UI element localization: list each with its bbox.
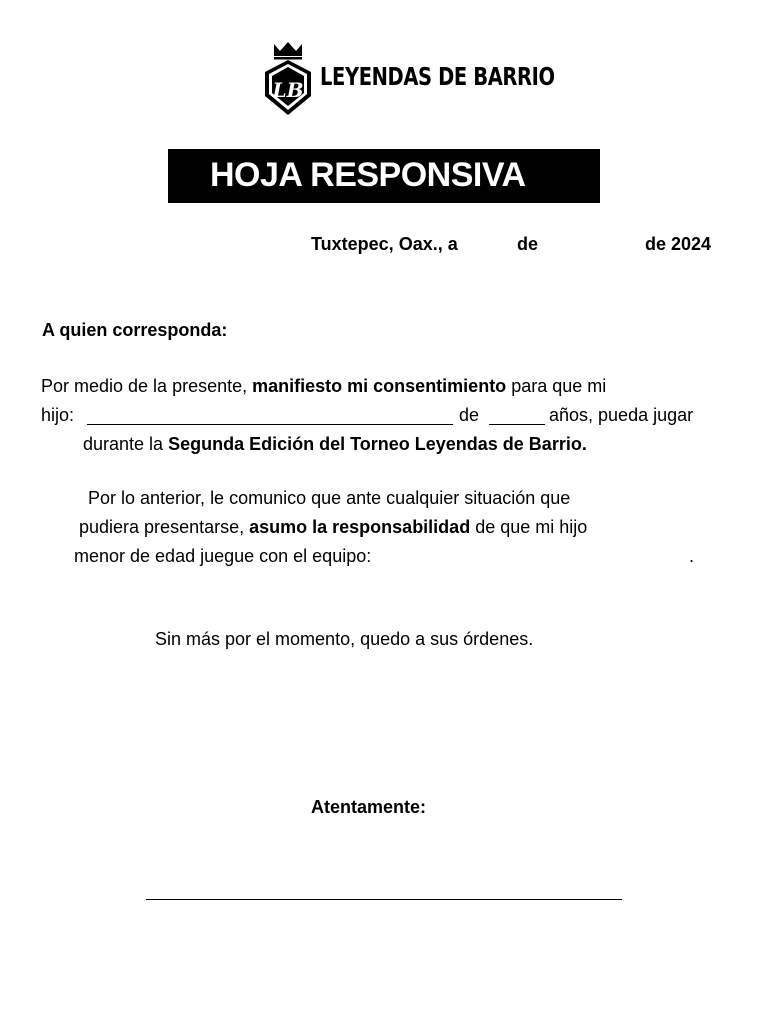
brand-logo: [262, 40, 555, 118]
p2-line3: menor de edad juegue con el equipo:: [74, 546, 372, 566]
p2-period: .: [689, 546, 695, 566]
child-age-blank[interactable]: [489, 424, 545, 425]
p1-intro: Por medio de la presente,: [41, 376, 248, 396]
p2-end: de que mi hijo: [475, 517, 588, 537]
p1-consent-bold: manifiesto mi consentimiento: [252, 376, 507, 396]
date-year: de 2024: [645, 234, 712, 254]
p2-start: pudiera presentarse,: [79, 517, 245, 537]
p1-de: de: [459, 405, 480, 425]
paragraph2-line2: [79, 517, 587, 538]
title-banner: [168, 149, 600, 203]
svg-text:LB: LB: [272, 78, 304, 102]
closing: Sin más por el momento, quedo a sus órdenes.: [155, 629, 534, 649]
emblem-letters: [262, 40, 314, 118]
p2-responsibility-bold: asumo la responsabilidad: [249, 517, 471, 537]
date-place: Tuxtepec, Oax., a: [311, 234, 458, 254]
page-title: HOJA RESPONSIVA: [210, 156, 526, 194]
p1-hijo-label: hijo:: [41, 405, 75, 425]
signature-line[interactable]: [146, 899, 622, 900]
brand-name: LEYENDAS DE BARRIO: [320, 62, 555, 91]
p1-tail: para que mi: [511, 376, 607, 396]
p1-durante: durante la: [83, 434, 164, 454]
greeting: A quien corresponda:: [42, 320, 228, 340]
signoff: Atentamente:: [311, 797, 427, 817]
p1-event-bold: Segunda Edición del Torneo Leyendas de Barrio.: [168, 434, 587, 454]
child-name-blank[interactable]: [87, 424, 453, 425]
p2-line1: Por lo anterior, le comunico que ante cualquier situación que: [88, 488, 571, 508]
paragraph1-line1: [41, 376, 606, 397]
date-de: de: [517, 234, 539, 254]
paragraph1-line3: [83, 434, 587, 455]
p1-anos: años, pueda jugar: [549, 405, 694, 425]
